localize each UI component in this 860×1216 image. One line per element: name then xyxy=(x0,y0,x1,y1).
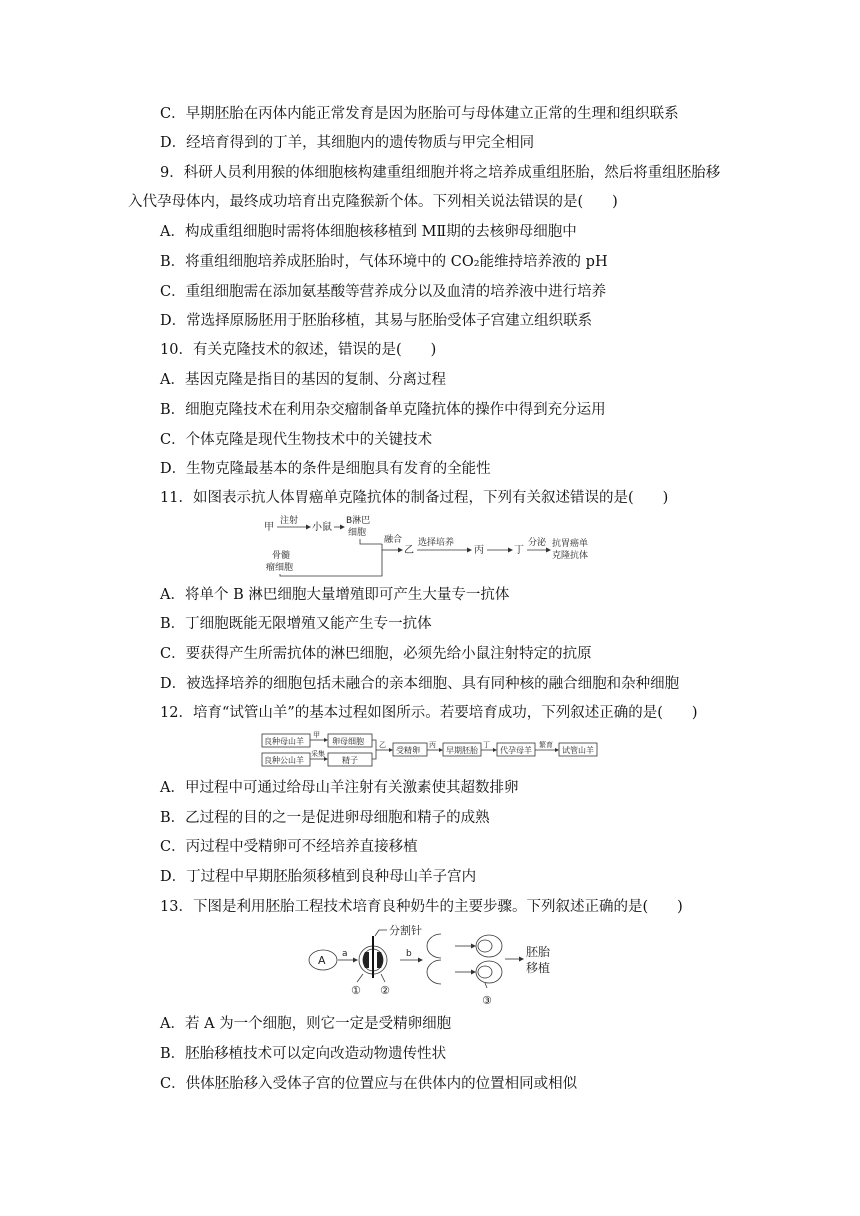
fig11-bing: 丙 xyxy=(474,545,484,556)
question-13-option-c: C．供体胚胎移入受体子宫的位置应与在供体内的位置相同或相似 xyxy=(160,1076,578,1092)
fig12-zygote: 受精卵 xyxy=(396,746,420,755)
leader-line-2 xyxy=(381,974,385,982)
arrow-head xyxy=(546,548,551,553)
needle-leader-line xyxy=(375,930,387,936)
fig12-result: 试管山羊 xyxy=(562,746,594,755)
fig13-transfer-2: 移植 xyxy=(526,961,551,975)
arrow-head xyxy=(340,525,345,530)
fig12-male: 良种公山羊 xyxy=(264,756,304,765)
fig12-jia: 甲 xyxy=(313,731,320,739)
fig12-surrogate: 代孕母羊 xyxy=(500,746,532,755)
fig11-marrow-2: 瘤细胞 xyxy=(266,563,294,573)
fig12-embryo: 早期胚胎 xyxy=(446,746,478,755)
arrow-head xyxy=(467,548,472,553)
connector-line xyxy=(360,539,382,544)
fig13-n3: ③ xyxy=(482,994,492,1007)
embryo-outer-bottom xyxy=(476,961,502,983)
fig13-transfer-1: 胚胎 xyxy=(526,945,551,959)
fig13-n2: ② xyxy=(380,984,390,997)
embryo-inner-bottom xyxy=(478,966,492,978)
fig13-n1: ① xyxy=(351,984,361,997)
fig11-yi: 乙 xyxy=(404,545,414,556)
question-11-option-a: A．将单个 B 淋巴细胞大量增殖即可产生大量专一抗体 xyxy=(160,587,510,603)
half-embryo-top xyxy=(427,934,441,958)
question-12-option-c: C．丙过程中受精卵可不经培养直接移植 xyxy=(160,839,418,855)
half-embryo-bottom xyxy=(427,960,441,984)
fig12-female: 良种母山羊 xyxy=(264,737,304,746)
antibody-production-diagram xyxy=(262,512,602,578)
option-text: D．经培育得到的丁羊，其细胞内的遗传物质与甲完全相同 xyxy=(160,135,535,151)
inner-cell-mass xyxy=(377,952,383,968)
arrow-head xyxy=(508,548,513,553)
fig11-bcell-2: 细胞 xyxy=(348,528,367,538)
arrow-head xyxy=(493,748,497,752)
fig11-ab-1: 抗胃癌单 xyxy=(552,539,589,549)
connector-line xyxy=(280,544,382,576)
leader-line-3 xyxy=(485,983,487,988)
option-text: C．早期胚胎在丙体内能正常发育是因为胚胎可与母体建立正常的生理和组织联系 xyxy=(160,106,679,122)
question-13-option-b: B．胚胎移植技术可以定向改造动物遗传性状 xyxy=(160,1046,447,1062)
fig11-select: 选择培养 xyxy=(418,538,455,548)
arrow-head xyxy=(324,738,328,742)
question-12-option-d: D．丁过程中早期胚胎须移植到良种母山羊子宫内 xyxy=(160,869,477,885)
inner-cell-mass xyxy=(363,952,369,968)
fig12-sperm: 精子 xyxy=(342,756,358,765)
fig11-secrete: 分泌 xyxy=(528,538,547,548)
fig11-fuse: 融合 xyxy=(384,535,403,545)
arrow-head xyxy=(418,958,423,963)
question-10-option-a: A．基因克隆是指目的基因的复制、分离过程 xyxy=(160,372,446,388)
fig13-needle: 分割针 xyxy=(389,924,422,937)
arrow-head xyxy=(398,548,403,553)
question-9-option-c: C．重组细胞需在添加氨基酸等营养成分以及血清的培养液中进行培养 xyxy=(160,284,607,300)
question-11-stem: 11．如图表示抗人体胃癌单克隆抗体的制备过程，下列有关叙述错误的是( ) xyxy=(160,490,669,506)
arrow-head xyxy=(439,748,443,752)
question-9-stem: 9．科研人员利用猴的体细胞核构建重组细胞并将之培养成重组胚胎，然后将重组胚胎移 xyxy=(160,165,721,181)
test-tube-goat-diagram xyxy=(260,729,600,771)
fig12-yi: 乙 xyxy=(379,741,386,749)
question-13-option-a: A．若 A 为一个细胞，则它一定是受精卵细胞 xyxy=(160,1016,452,1032)
arrow-head xyxy=(519,957,524,962)
question-9-option-a: A．构成重组细胞时需将体细胞核移植到 MⅡ期的去核卵母细胞中 xyxy=(160,224,577,240)
arrow-head xyxy=(471,944,476,949)
question-10-option-d: D．生物克隆最基本的条件是细胞具有发育的全能性 xyxy=(160,461,491,477)
fig13-a-label: A xyxy=(318,954,326,967)
question-11-option-d: D．被选择培养的细胞包括未融合的亲本细胞、具有同种核的融合细胞和杂种细胞 xyxy=(160,676,680,692)
fig11-ab-2: 克隆抗体 xyxy=(552,551,589,561)
question-10-option-c: C．个体克隆是现代生物技术中的关键技术 xyxy=(160,432,433,448)
fig13-step-b: b xyxy=(406,949,412,959)
fig12-bing: 丙 xyxy=(429,741,436,749)
fig12-oocyte: 卵母细胞 xyxy=(332,737,364,746)
fig12-breed: 繁育 xyxy=(539,741,553,749)
question-9-stem-cont: 入代孕母体内，最终成功培育出克隆猴新个体。下列相关说法错误的是( ) xyxy=(128,194,618,210)
question-10-stem: 10．有关克隆技术的叙述，错误的是( ) xyxy=(160,342,437,358)
question-12-option-b: B．乙过程的目的之一是促进卵母细胞和精子的成熟 xyxy=(160,810,490,826)
question-11-option-c: C．要获得产生所需抗体的淋巴细胞，必须先给小鼠注射特定的抗原 xyxy=(160,646,592,662)
question-12-option-a: A．甲过程中可通过给母山羊注射有关激素使其超数排卵 xyxy=(160,780,519,796)
arrow-head xyxy=(389,748,393,752)
fig13-step-a: a xyxy=(342,949,348,959)
leader-line-1 xyxy=(357,974,363,982)
arrow-head xyxy=(353,958,358,963)
embryo-outer-top xyxy=(476,935,502,957)
bracket-line xyxy=(372,740,376,759)
arrow-head xyxy=(306,525,311,530)
arrow-head xyxy=(471,970,476,975)
fig11-marrow-1: 骨髓 xyxy=(272,551,291,561)
fig11-inject: 注射 xyxy=(280,516,299,526)
fig12-ding: 丁 xyxy=(483,741,490,749)
fig12-collect: 采集 xyxy=(311,750,325,758)
question-13-stem: 13．下图是利用胚胎工程技术培育良种奶牛的主要步骤。下列叙述正确的是( ) xyxy=(160,899,683,915)
fig11-ding: 丁 xyxy=(514,545,524,556)
embryo-inner-top xyxy=(478,940,492,952)
question-11-option-b: B．丁细胞既能无限增殖又能产生专一抗体 xyxy=(160,616,432,632)
question-9-option-b: B．将重组细胞培养成胚胎时，气体环境中的 CO₂能维持培养液的 pH xyxy=(160,254,608,270)
fig11-bcell-1: B淋巴 xyxy=(346,516,371,526)
question-10-option-b: B．细胞克隆技术在利用杂交瘤制备单克隆抗体的操作中得到充分运用 xyxy=(160,402,606,418)
question-9-option-d: D．常选择原肠胚用于胚胎移植，其易与胚胎受体子宫建立组织联系 xyxy=(160,313,593,329)
question-12-stem: 12．培育“试管山羊”的基本过程如图所示。若要培育成功，下列叙述正确的是( ) xyxy=(160,705,698,721)
fig11-mouse: 小鼠 xyxy=(312,522,332,533)
fig11-jia: 甲 xyxy=(264,522,274,533)
embryo-splitting-diagram xyxy=(305,922,565,1008)
arrow-head xyxy=(555,748,559,752)
